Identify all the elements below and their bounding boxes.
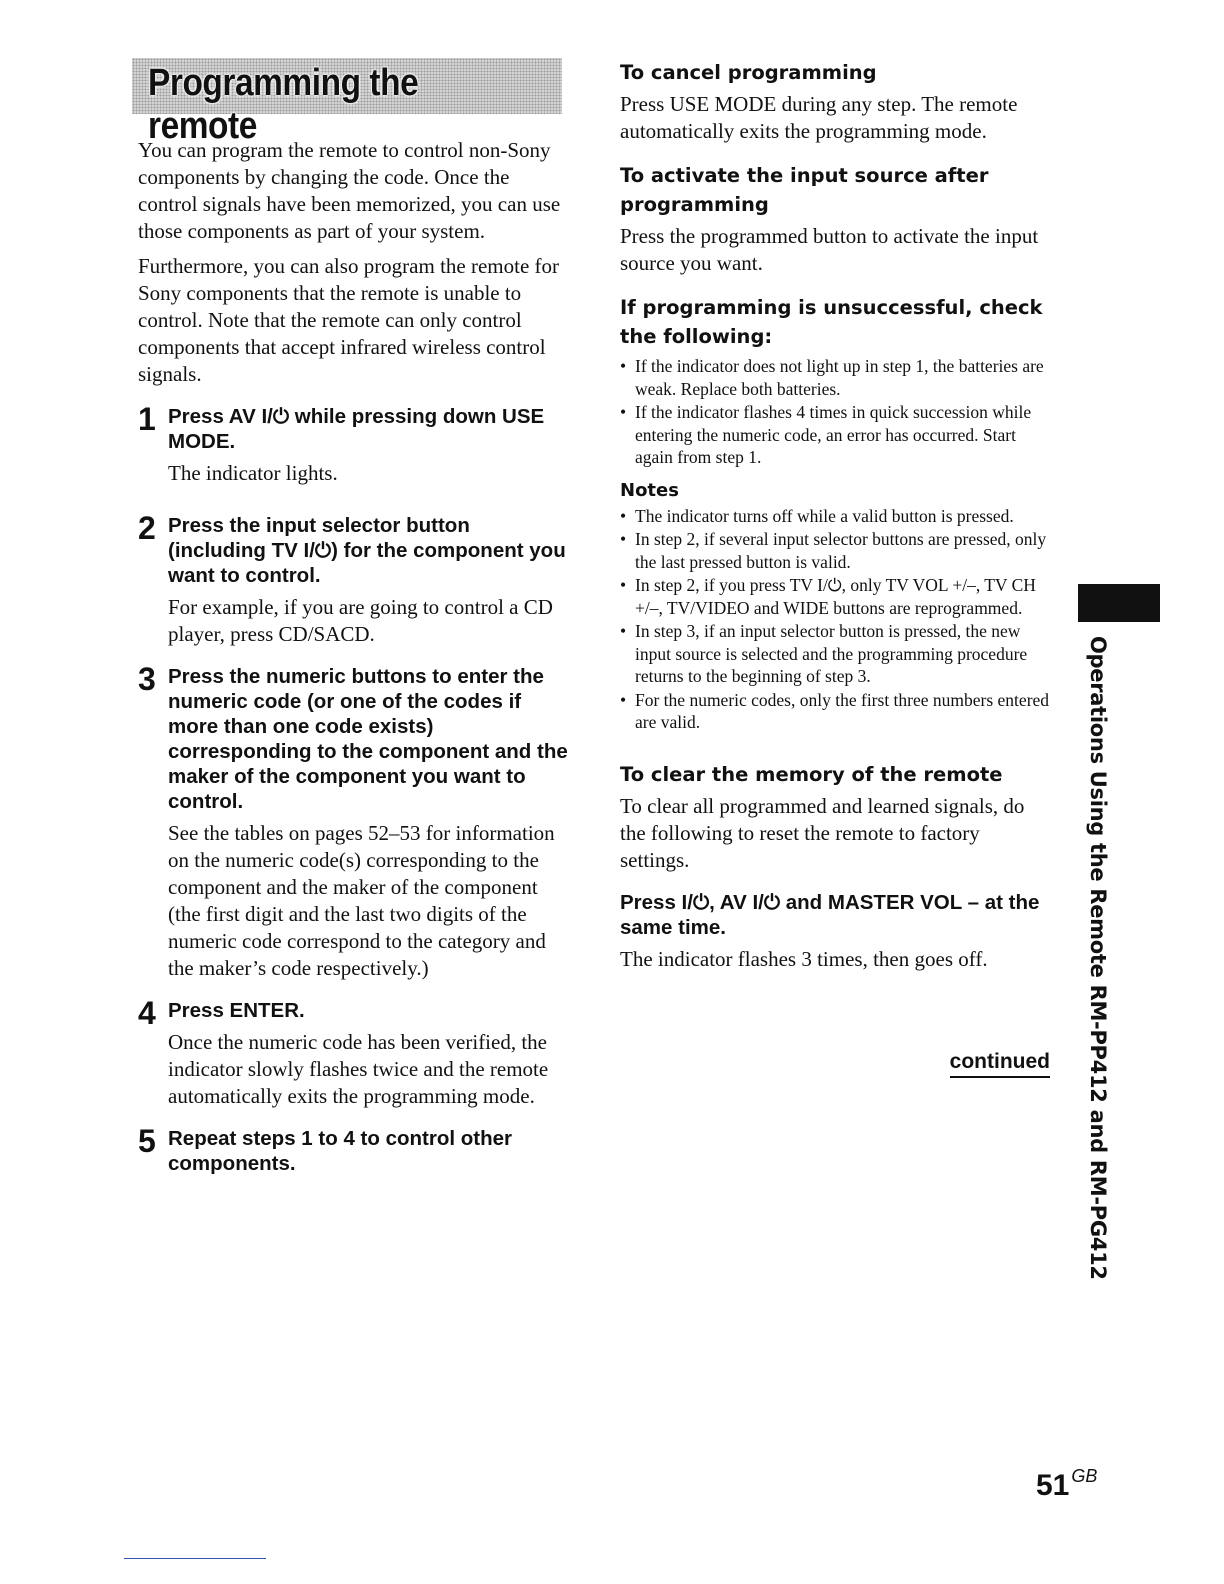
step-title: Press ENTER. — [168, 999, 305, 1022]
page-number — [1036, 1466, 1097, 1503]
step-title: Press AV I/⏻ while pressing down USE MODE. — [168, 405, 545, 453]
list-item: • In step 3, if an input selector button is pressed, the new input source is selected and the programming procedure returns to the beginning of step 3. — [620, 620, 1050, 688]
step-number: 5 — [138, 1123, 156, 1159]
clear-body: To clear all programmed and learned signals, do the following to reset the remote to factory settings. — [620, 793, 1025, 872]
left-column — [138, 58, 570, 1182]
step-title: Press the input selector button (including TV I/⏻) for the component you want to control. — [168, 514, 566, 587]
step-2 — [138, 510, 570, 648]
cancel-body: Press USE MODE during any step. The remote automatically exits the programming mode. — [620, 92, 1018, 143]
footer-rule — [124, 1558, 266, 1559]
activate-body: Press the programmed button to activate the input source you want. — [620, 224, 1039, 275]
step-1 — [138, 401, 570, 487]
step-number: 2 — [138, 510, 156, 546]
intro-paragraph-1: You can program the remote to control non-Sony components by changing the code. Once the control signals have been memorized, you can use those components as part of your system. — [138, 138, 561, 243]
list-item: • If the indicator does not light up in step 1, the batteries are weak. Replace both batteries. — [620, 355, 1050, 400]
side-tab-marker — [1078, 584, 1160, 622]
side-tab-label-wrap — [1078, 636, 1118, 1286]
step-title: Press the numeric buttons to enter the numeric code (or one of the codes if more than one code exists) corresponding to the component and the maker of the component you want to control. — [168, 665, 568, 813]
step-4 — [138, 995, 570, 1110]
section-title-banner — [132, 58, 562, 147]
clear-instruction: Press I/⏻, AV I/⏻ and MASTER VOL – at the same time. — [620, 890, 1040, 939]
page-number-suffix: GB — [1071, 1466, 1098, 1486]
notes-list — [620, 505, 1050, 734]
step-body: For example, if you are going to control a CD player, press CD/SACD. — [168, 595, 553, 646]
continued-label: continued — [950, 1050, 1050, 1078]
unsuccessful-list — [620, 355, 1050, 469]
list-item: • The indicator turns off while a valid button is pressed. — [620, 505, 1050, 528]
step-number: 1 — [138, 401, 156, 437]
page-number-value: 51 — [1036, 1469, 1070, 1502]
step-title: Repeat steps 1 to 4 to control other components. — [168, 1127, 512, 1175]
step-body: Once the numeric code has been verified, the indicator slowly flashes twice and the remote automatically exits the programming mode. — [168, 1030, 549, 1108]
intro-paragraph-2: Furthermore, you can also program the remote for Sony components that the remote is unable to control. Note that the remote can only control components that accept infrared wireless control signals. — [138, 254, 560, 386]
step-body: See the tables on pages 52–53 for information on the numeric code(s) corresponding to the component and the maker of the component (the first digit and the last two digits of the numeric code correspond to the category and the maker’s code respectively.) — [168, 821, 555, 980]
page-title: Programming the remote — [148, 62, 419, 147]
list-item: • For the numeric codes, only the first three numbers entered are valid. — [620, 689, 1050, 734]
clear-heading: To clear the memory of the remote — [620, 762, 1003, 786]
unsuccessful-heading: If programming is unsuccessful, check the following: — [620, 296, 1043, 348]
list-item: • If the indicator flashes 4 times in quick succession while entering the numeric code, an error has occurred. Start again from step 1. — [620, 401, 1050, 469]
step-number: 4 — [138, 995, 156, 1031]
step-5 — [138, 1123, 570, 1176]
side-tab-label: Operations Using the Remote RM-PP412 and RM-PG412 — [1086, 636, 1110, 1280]
list-item: • In step 2, if several input selector buttons are pressed, only the last pressed button is valid. — [620, 528, 1050, 573]
step-body: The indicator lights. — [168, 461, 338, 485]
cancel-heading: To cancel programming — [620, 61, 877, 84]
step-number: 3 — [138, 661, 156, 697]
right-column — [620, 58, 1050, 1078]
clear-result: The indicator flashes 3 times, then goes off. — [620, 946, 988, 971]
notes-label: Notes — [620, 479, 679, 501]
activate-heading: To activate the input source after programming — [620, 164, 989, 216]
list-item: • In step 2, if you press TV I/⏻, only TV VOL +/–, TV CH +/–, TV/VIDEO and WIDE buttons are reprogrammed. — [620, 574, 1050, 619]
step-3 — [138, 661, 570, 982]
